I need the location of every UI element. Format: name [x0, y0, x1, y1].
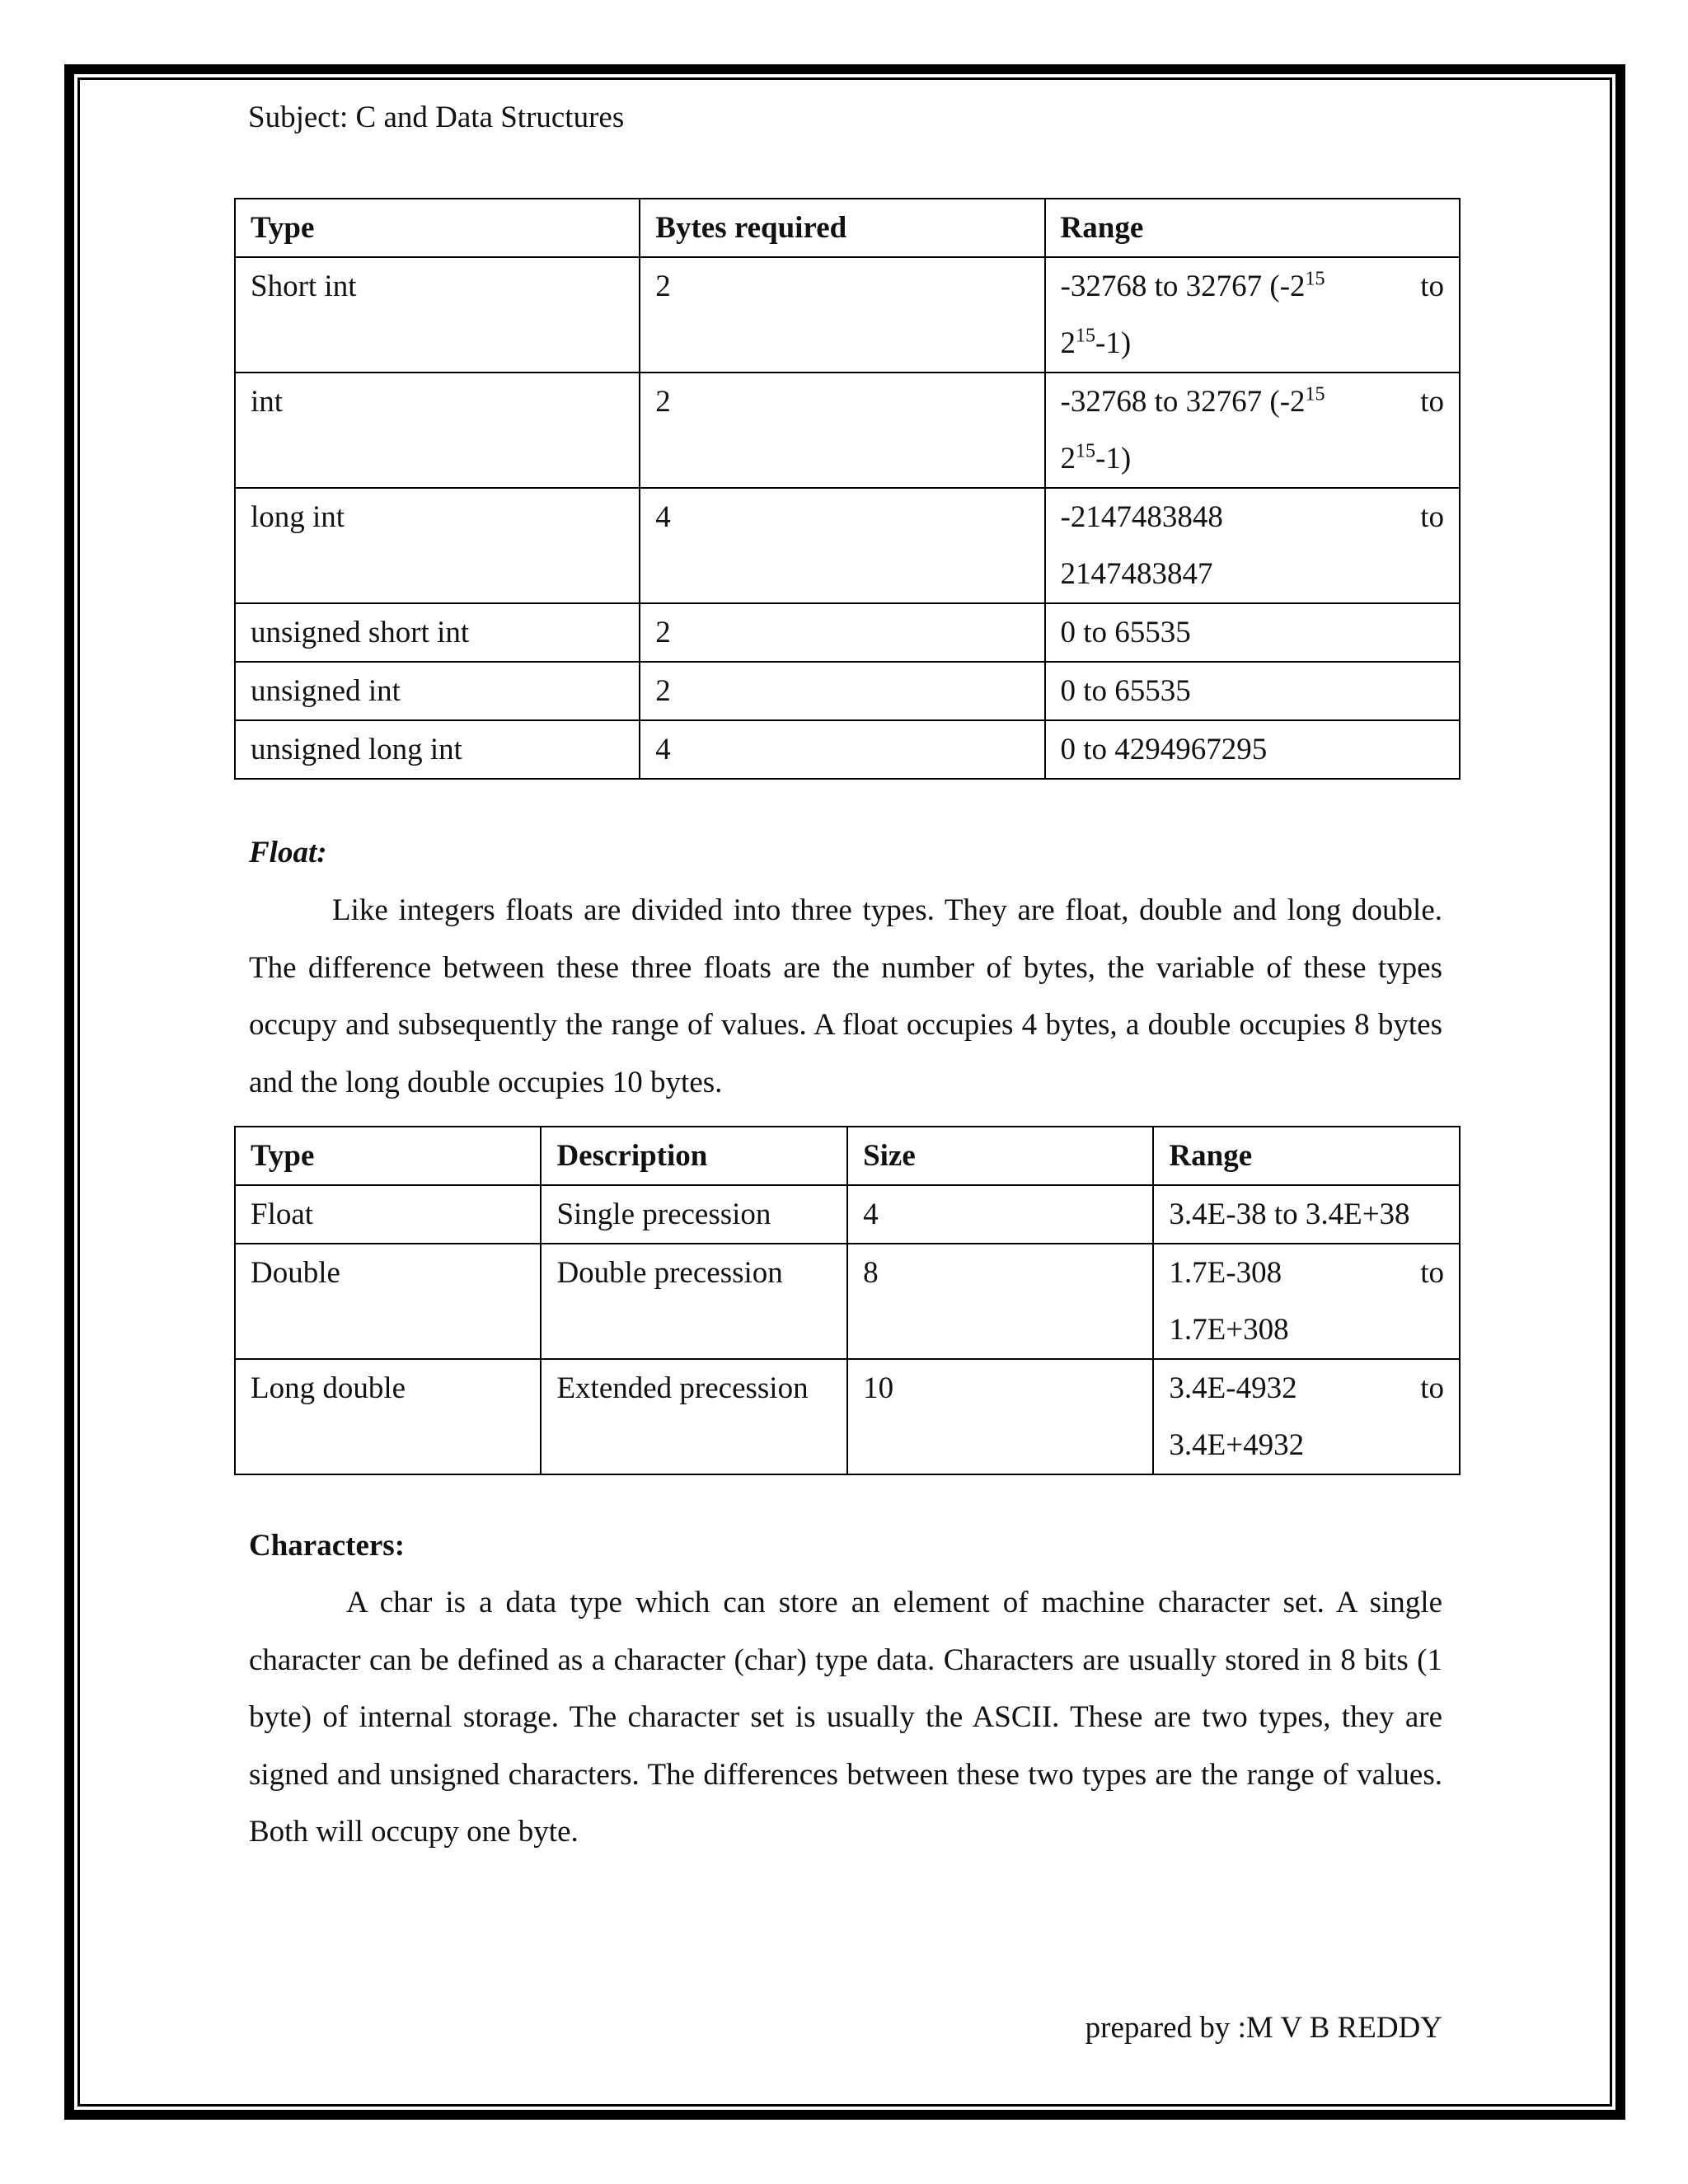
range-cell: 3.4E-38 to 3.4E+38 [1153, 1185, 1460, 1244]
size-cell: 10 [847, 1359, 1153, 1474]
range-text: -2147483848 [1060, 500, 1223, 534]
bytes-cell: 2 [640, 603, 1044, 662]
exponent: 15 [1305, 383, 1325, 405]
table-row [235, 488, 1460, 603]
type-cell: long int [235, 488, 640, 603]
range-cell [1045, 373, 1460, 488]
range-line [1061, 373, 1444, 430]
range-text: -32768 to 32767 (-2 [1060, 269, 1306, 303]
description-cell: Extended precession [541, 1359, 847, 1474]
range-cell [1045, 488, 1460, 603]
range-text: 3.4E-4932 [1169, 1371, 1297, 1405]
type-cell: Long double [235, 1359, 541, 1474]
column-header: Range [1045, 199, 1460, 257]
column-header: Type [235, 199, 640, 257]
range-line [1061, 489, 1444, 546]
table-row [235, 603, 1460, 662]
bytes-cell: 2 [640, 662, 1044, 720]
table-header-row [235, 1127, 1460, 1185]
prepared-by-footer: prepared by :M V B REDDY [1085, 2011, 1442, 2045]
range-line [1061, 315, 1444, 372]
range-line [1061, 258, 1444, 315]
float-paragraph: Like integers floats are divided into three types. They are float, double and long double. The difference between these three floats are the number of bytes, the variable of these types occupy and subsequently the range of values. A float occupies 4 bytes, a double occupies 8 bytes and the long double occupies 10 bytes. [249, 893, 1442, 1099]
range-cell: 0 to 65535 [1045, 662, 1460, 720]
range-text: 1.7E+308 [1169, 1313, 1289, 1347]
type-cell: Float [235, 1185, 541, 1244]
range-text: -1) [1095, 326, 1132, 360]
subject-line: Subject: C and Data Structures [248, 101, 625, 134]
type-cell: Short int [235, 257, 640, 373]
range-text: to [1420, 269, 1444, 303]
range-text: -1) [1095, 442, 1132, 476]
range-line [1169, 1244, 1444, 1301]
range-text: to [1420, 1256, 1444, 1290]
table-header-row [235, 199, 1460, 257]
table-row [235, 1244, 1460, 1359]
type-cell: Double [235, 1244, 541, 1359]
bytes-cell: 4 [640, 720, 1044, 779]
description-cell: Single precession [541, 1185, 847, 1244]
float-types-table [234, 1126, 1461, 1475]
integer-types-table [234, 198, 1461, 780]
table-row [235, 1359, 1460, 1474]
type-cell: int [235, 373, 640, 488]
size-cell: 8 [847, 1244, 1153, 1359]
characters-heading: Characters: [249, 1529, 406, 1563]
column-header: Size [847, 1127, 1153, 1185]
range-text: 2 [1060, 326, 1076, 360]
bytes-cell: 4 [640, 488, 1044, 603]
range-cell [1045, 257, 1460, 373]
range-text: 1.7E-308 [1169, 1256, 1282, 1290]
bytes-cell: 2 [640, 373, 1044, 488]
range-text: -32768 to 32767 (-2 [1060, 385, 1306, 419]
column-header: Description [541, 1127, 847, 1185]
type-cell: unsigned short int [235, 603, 640, 662]
characters-paragraph: A char is a data type which can store an element of machine character set. A single character can be defined as a character (char) type data. Characters are usually stored in 8 bits (1 byte) of internal storage. The character set is usually the ASCII. These are two types, they are signed and unsigned characters. The differences between these two types are the range of values. Both will occupy one byte. [249, 1586, 1442, 1849]
size-cell: 4 [847, 1185, 1153, 1244]
column-header: Type [235, 1127, 541, 1185]
range-cell: 0 to 65535 [1045, 603, 1460, 662]
table-row [235, 1185, 1460, 1244]
range-cell [1153, 1244, 1460, 1359]
range-line [1169, 1360, 1444, 1417]
range-cell [1153, 1359, 1460, 1474]
range-text: to [1420, 1371, 1444, 1405]
range-text: 3.4E+4932 [1169, 1428, 1305, 1462]
table-row [235, 257, 1460, 373]
range-text: 2147483847 [1060, 557, 1213, 591]
range-text: to [1420, 385, 1444, 419]
exponent: 15 [1305, 268, 1325, 290]
type-cell: unsigned int [235, 662, 640, 720]
float-heading: Float: [249, 836, 327, 869]
column-header: Bytes required [640, 199, 1044, 257]
description-cell: Double precession [541, 1244, 847, 1359]
range-text: to [1420, 500, 1444, 534]
range-line [1061, 430, 1444, 487]
column-header: Range [1153, 1127, 1460, 1185]
exponent: 15 [1076, 440, 1096, 462]
bytes-cell: 2 [640, 257, 1044, 373]
range-text: 2 [1060, 442, 1076, 476]
table-row [235, 662, 1460, 720]
table-row [235, 373, 1460, 488]
type-cell: unsigned long int [235, 720, 640, 779]
range-cell: 0 to 4294967295 [1045, 720, 1460, 779]
exponent: 15 [1076, 325, 1096, 347]
table-row [235, 720, 1460, 779]
